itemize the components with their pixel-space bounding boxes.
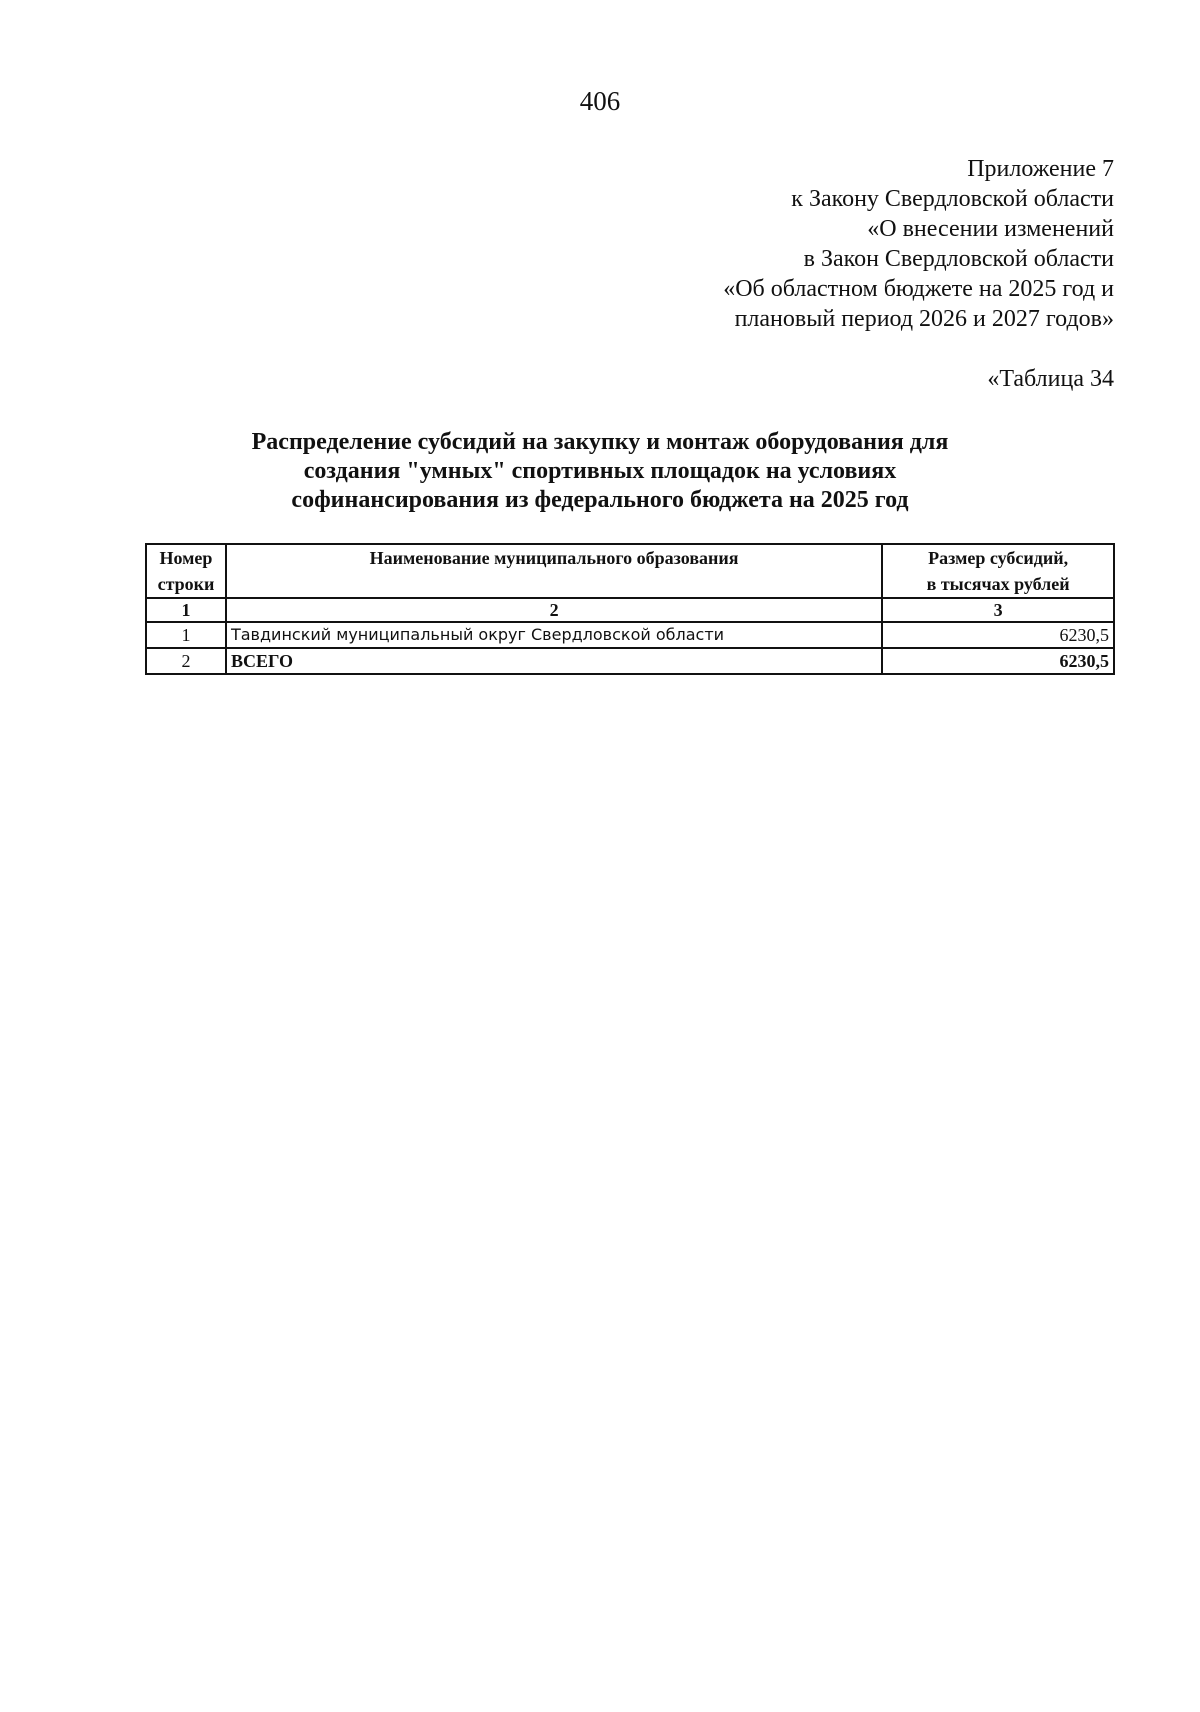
subsidy-amount: 6230,5 xyxy=(882,622,1114,648)
subsidy-table xyxy=(145,543,1115,675)
table-row-total xyxy=(146,648,1114,674)
total-label: ВСЕГО xyxy=(226,648,882,674)
total-amount: 6230,5 xyxy=(882,648,1114,674)
appendix-line: плановый период 2026 и 2027 годов» xyxy=(734,306,1114,332)
appendix-line: к Закону Свердловской области xyxy=(791,186,1114,212)
row-number: 2 xyxy=(146,648,226,674)
table-label: «Таблица 34 xyxy=(987,366,1114,392)
page-number: 406 xyxy=(579,86,621,116)
header-amount-line: Размер субсидий, xyxy=(928,548,1069,568)
header-name: Наименование муниципального образования xyxy=(226,544,882,598)
appendix-line: «О внесении изменений xyxy=(867,216,1114,242)
appendix-line: Приложение 7 xyxy=(967,156,1114,182)
table-row xyxy=(146,622,1114,648)
appendix-line: в Закон Свердловской области xyxy=(803,246,1114,272)
column-number: 3 xyxy=(882,598,1114,622)
column-number: 1 xyxy=(146,598,226,622)
title-line: Распределение субсидий на закупку и монтаж оборудования для xyxy=(251,429,949,455)
header-number-line: Номер xyxy=(159,548,213,568)
document-title xyxy=(0,428,1200,515)
appendix-line: «Об областном бюджете на 2025 год и xyxy=(723,276,1114,302)
column-number: 2 xyxy=(226,598,882,622)
row-number: 1 xyxy=(146,622,226,648)
header-amount-line: в тысячах рублей xyxy=(926,574,1070,594)
header-amount xyxy=(882,544,1114,598)
municipality-name: Тавдинский муниципальный округ Свердловской области xyxy=(226,622,882,648)
title-line: софинансирования из федерального бюджета на 2025 год xyxy=(291,487,909,513)
table-header-row xyxy=(146,544,1114,598)
column-number-row xyxy=(146,598,1114,622)
header-number xyxy=(146,544,226,598)
title-line: создания "умных" спортивных площадок на условиях xyxy=(303,458,897,484)
header-number-line: строки xyxy=(157,574,215,594)
appendix-header xyxy=(414,154,1114,334)
